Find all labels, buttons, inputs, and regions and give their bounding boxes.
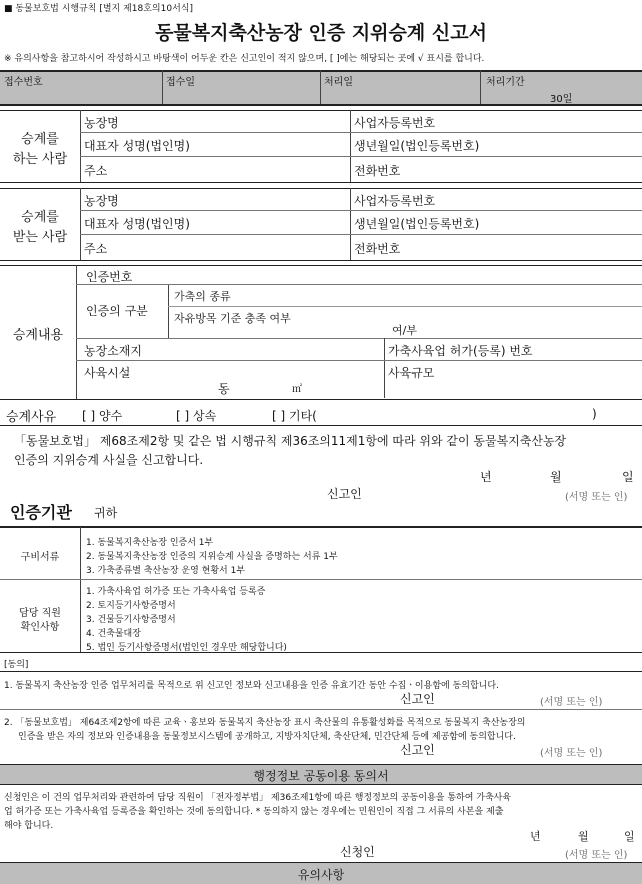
consent-item-2-line-1: 2. 「동물보호법」 제64조제2항에 따른 교육ㆍ홍보와 동물복지 축산농장 표시 축산물의 유통활성화를 목적으로 동물복지 축산농장의 — [4, 718, 526, 728]
farm-location[interactable]: 농장소재지 — [84, 344, 142, 358]
recipient-honorific: 귀하 — [94, 506, 118, 520]
declaration-line-2: 인증의 지위승계 사실을 신고합니다. — [14, 453, 204, 467]
consent-item-2-line-2: 인증을 받은 자의 정보와 인증내용을 동물정보시스템에 공개하고, 지방자치단체, 축산단체, 민간단체 등에 제공함에 동의합니다. — [18, 732, 516, 742]
verify-item-2: 2. 토지등기사항증명서 — [86, 601, 176, 611]
transferor-rep-name[interactable]: 대표자 성명(법인명) — [84, 139, 190, 153]
receipt-section — [0, 70, 642, 104]
verify-label-2: 확인사항 — [20, 622, 60, 633]
law-reference: ■ 동물보호법 시행규칙 [별지 제18호의10서식] — [4, 4, 193, 14]
verify-item-4: 4. 건축물대장 — [86, 629, 141, 639]
reason-option-transfer[interactable]: [ ] 양수 — [82, 409, 123, 423]
consent-label: [동의] — [4, 660, 29, 670]
admin-day[interactable]: 일 — [624, 830, 635, 843]
cert-number[interactable]: 인증번호 — [86, 270, 133, 284]
form-title: 동물복지축산농장 인증 지위승계 신고서 — [155, 22, 487, 44]
consent-1-sign: (서명 또는 인) — [540, 697, 603, 708]
admin-consent-line-3: 해야 합니다. — [4, 821, 54, 831]
consent-2-reporter[interactable]: 신고인 — [400, 743, 435, 757]
breeding-facility[interactable]: 사육시설 — [84, 366, 131, 380]
admin-consent-line-2: 업 허가증 또는 가축사육업 등록증을 확인하는 것에 동의합니다. * 동의하지 않는 경우에는 민원인이 직접 그 서류의 사본을 제출 — [4, 807, 504, 817]
transferor-address[interactable]: 주소 — [84, 164, 108, 178]
process-period-value: 30일 — [550, 94, 573, 105]
consent-1-reporter[interactable]: 신고인 — [400, 692, 435, 706]
livestock-type[interactable]: 가축의 종류 — [174, 290, 231, 303]
transferor-biz-no[interactable]: 사업자등록번호 — [354, 116, 436, 130]
receipt-date-label: 접수일 — [166, 77, 195, 88]
reason-option-inheritance[interactable]: [ ] 상속 — [176, 409, 217, 423]
recipient-org: 인증기관 — [10, 503, 72, 522]
consent-item-1: 1. 동물복지 축산농장 인증 업무처리를 목적으로 위 신고인 정보와 신고내용을 인증 유효기간 동안 수집ㆍ이용함에 동의합니다. — [4, 681, 499, 691]
transferee-phone[interactable]: 전화번호 — [354, 242, 401, 256]
docs-item-3: 3. 가축종류별 축산농장 운영 현황서 1부 — [86, 566, 246, 576]
consent-2-sign: (서명 또는 인) — [540, 748, 603, 759]
verify-item-5: 5. 법인 등기사항증명서(법인인 경우만 해당합니다) — [86, 643, 287, 653]
process-date-label: 처리일 — [324, 77, 353, 88]
decl-day[interactable]: 일 — [622, 470, 634, 484]
free-range-criteria: 자유방목 기준 충족 여부 — [174, 312, 291, 325]
receipt-number-label: 접수번호 — [4, 77, 43, 88]
transferor-phone[interactable]: 전화번호 — [354, 164, 401, 178]
verify-item-3: 3. 건물등기사항증명서 — [86, 615, 176, 625]
decl-reporter[interactable]: 신고인 — [327, 487, 362, 501]
docs-item-1: 1. 동물복지축산농장 인증서 1부 — [86, 538, 214, 548]
declaration-line-1: 「동물보호법」 제68조제2항 및 같은 법 시행규칙 제36조의11제1항에 따라 위와 같이 동물복지축산농장 — [14, 434, 567, 448]
reason-option-other[interactable]: [ ] 기타( — [272, 409, 317, 423]
admin-month[interactable]: 월 — [578, 830, 589, 843]
transferee-label-1: 승계를 — [21, 210, 59, 225]
facility-dong-unit: 동 — [218, 382, 230, 396]
transferee-farm-name[interactable]: 농장명 — [84, 194, 119, 208]
transferee-biz-no[interactable]: 사업자등록번호 — [354, 194, 436, 208]
decl-sign: (서명 또는 인) — [565, 492, 628, 503]
free-range-yes-no[interactable]: 여/부 — [392, 324, 417, 337]
decl-month[interactable]: 월 — [550, 470, 562, 484]
docs-item-2: 2. 동물복지축산농장 인증의 지위승계 사실을 증명하는 서류 1부 — [86, 552, 338, 562]
transferor-label-2: 하는 사람 — [12, 152, 68, 167]
breeding-scale[interactable]: 사육규모 — [388, 366, 435, 380]
transferee-rep-name[interactable]: 대표자 성명(법인명) — [84, 217, 190, 231]
admin-consent-title: 행정정보 공동이용 동의서 — [253, 769, 389, 783]
transferor-farm-name[interactable]: 농장명 — [84, 116, 119, 130]
transferor-birth[interactable]: 생년월일(법인등록번호) — [354, 139, 480, 153]
notes-title: 유의사항 — [297, 868, 345, 882]
livestock-license-no[interactable]: 가축사육업 허가(등록) 번호 — [388, 344, 533, 358]
admin-applicant[interactable]: 신청인 — [340, 845, 375, 859]
verify-label-1: 담당 직원 — [19, 608, 61, 619]
cert-type-label: 인증의 구분 — [86, 304, 148, 318]
decl-year[interactable]: 년 — [480, 470, 492, 484]
transferor-label-1: 승계를 — [21, 132, 59, 147]
content-label: 승계내용 — [12, 328, 64, 343]
admin-consent-line-1: 신청인은 이 건의 업무처리와 관련하여 담당 직원이 「전자정부법」 제36조제1항에 따른 행정정보의 공동이용을 통하여 가축사육 — [4, 793, 512, 803]
reason-label: 승계사유 — [6, 410, 57, 425]
transferee-birth[interactable]: 생년월일(법인등록번호) — [354, 217, 480, 231]
admin-year[interactable]: 년 — [530, 830, 541, 843]
instruction-text: ※ 유의사항을 참고하시어 작성하시고 바탕색이 어두운 칸은 신고인이 적지 않으며, [ ]에는 해당되는 곳에 √ 표시를 합니다. — [4, 54, 485, 64]
reason-other-close: ) — [592, 407, 597, 421]
docs-label: 구비서류 — [20, 552, 60, 563]
transferee-label-2: 받는 사람 — [12, 230, 68, 245]
transferee-address[interactable]: 주소 — [84, 242, 108, 256]
verify-item-1: 1. 가축사육업 허가증 또는 가축사육업 등록증 — [86, 587, 266, 597]
admin-sign: (서명 또는 인) — [565, 850, 628, 861]
process-period-label: 처리기간 — [486, 77, 525, 88]
facility-sqm-unit: ㎡ — [292, 384, 302, 395]
